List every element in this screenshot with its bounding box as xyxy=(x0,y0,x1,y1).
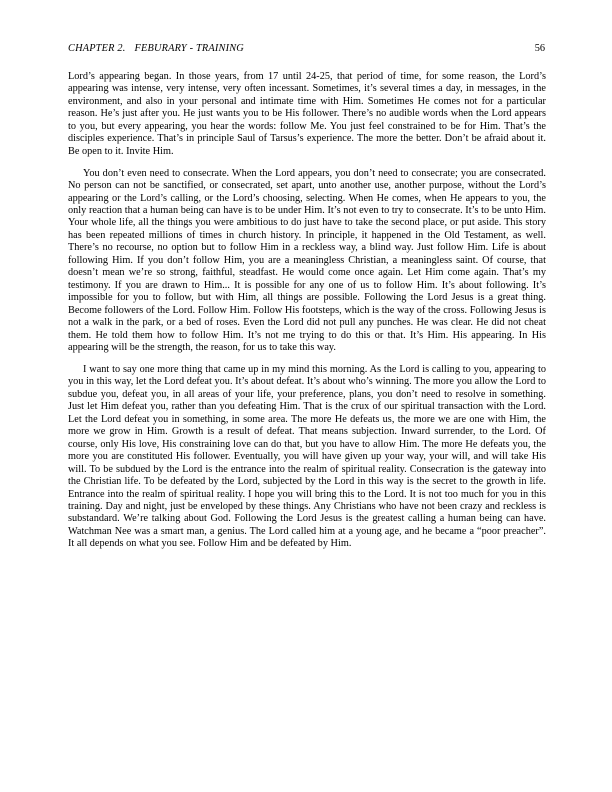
chapter-title: FEBURARY - TRAINING xyxy=(134,43,244,54)
running-head-chapter xyxy=(68,43,244,55)
body-paragraph: You don’t even need to consecrate. When the Lord appears, you don’t need to consecrate; you are consecrated. No person can not be sanctified, or consecrated, set apart, unto another use, another purpose, without the Lord’s appearing or the Lord’s calling, or the Lord’s choosing, selecting. When He comes, when He appears to you, the only reaction that a human being can have is to be under Him. It’s not even to try to consecrate. It’s to be unto Him. Your whole life, all the things you were ambitious to do just have to take the second place, or put aside. This story has been repeated millions of times in church history. In principle, it happened in the Old Testament, as well. There’s no recourse, no option but to follow Him in a reckless way, a blind way. Just follow Him. Life is about following Him. If you don’t follow Him, you are a meaningless Christian, a meaningless saint. Of course, that doesn’t mean we’re so strong, faithful, steadfast. He would come once again. Let Him come again. That’s my testimony. If you are drawn to Him... It is possible for any one of us to follow Him. It’s about following. It’s impossible for you to follow, but with Him, all things are possible. Following the Lord Jesus is a great thing. Become followers of the Lord. Follow Him. Follow His footsteps, which is the way of the cross. Following Jesus is not a walk in the park, or a bed of roses. Even the Lord did not pull any punches. He was clear. He did not cheat them. He told them how to follow Him. It’s not me trying to do this or that. It’s Him. His appearing. In His appearing will be the strength, the reason, for us to take this way. xyxy=(68,167,546,354)
page-number: 56 xyxy=(534,43,545,54)
body-text-block xyxy=(68,71,546,560)
page-header xyxy=(68,43,545,55)
chapter-label: CHAPTER 2. xyxy=(68,43,126,54)
body-paragraph: I want to say one more thing that came up in my mind this morning. As the Lord is calling to you, appearing to you in this way, let the Lord defeat you. It’s about defeat. It’s about who’s winning. The more you allow the Lord to subdue you, defeat you, in all areas of your life, your preference, plans, you don’t need to resolve in something. Just let Him defeat you, rather than you defeating Him. That is the crux of our spiritual transaction with the Lord. Let the Lord defeat you in something, in some area. The more He defeats us, the more we are one with Him, the more we grow in Him. Growth is a result of defeat. That means subjection. Inward surrender, to the Lord. Of course, only His love, His constraining love can do that, but you have to allow Him. The more He defeats you, the more you are constituted His follower. Eventually, you will have given up your way, your will, and will take His will. To be subdued by the Lord is the entrance into the realm of spiritual reality. Consecration is the gateway into the Christian life. To be defeated by the Lord, subjected by the Lord in this way is the secret to the growth in life. Entrance into the realm of spiritual reality. I hope you will bring this to the Lord. It is not too much for you in this training. Day and night, just be enveloped by these things. Any Christians who have not been crazy and reckless is substandard. We’re talking about God. Following the Lord Jesus is the greatest calling a human being can have. Watchman Nee was a smart man, a genius. The Lord called him at a young age, and he became a “poor preacher”. It all depends on what you see. Follow Him and be defeated by Him. xyxy=(68,363,546,550)
body-paragraph: Lord’s appearing began. In those years, from 17 until 24-25, that period of time, for some reason, the Lord’s appearing was intense, very intense, very often incessant. Sometimes, it’s several times a day, in messages, in the environment, and also in your personal and intimate time with Him. Sometimes He comes not for a particular reason. He’s just after you. He just wants you to be His follower. There’s no audible words when the Lord appears to you, but every appearing, you hear the words: follow Me. You just feel constrained to be for Him. That’s the disciples experience. That’s in principle Saul of Tarsus’s experience. The more the better. Don’t be afraid about it. Be open to it. Invite Him. xyxy=(68,71,546,157)
